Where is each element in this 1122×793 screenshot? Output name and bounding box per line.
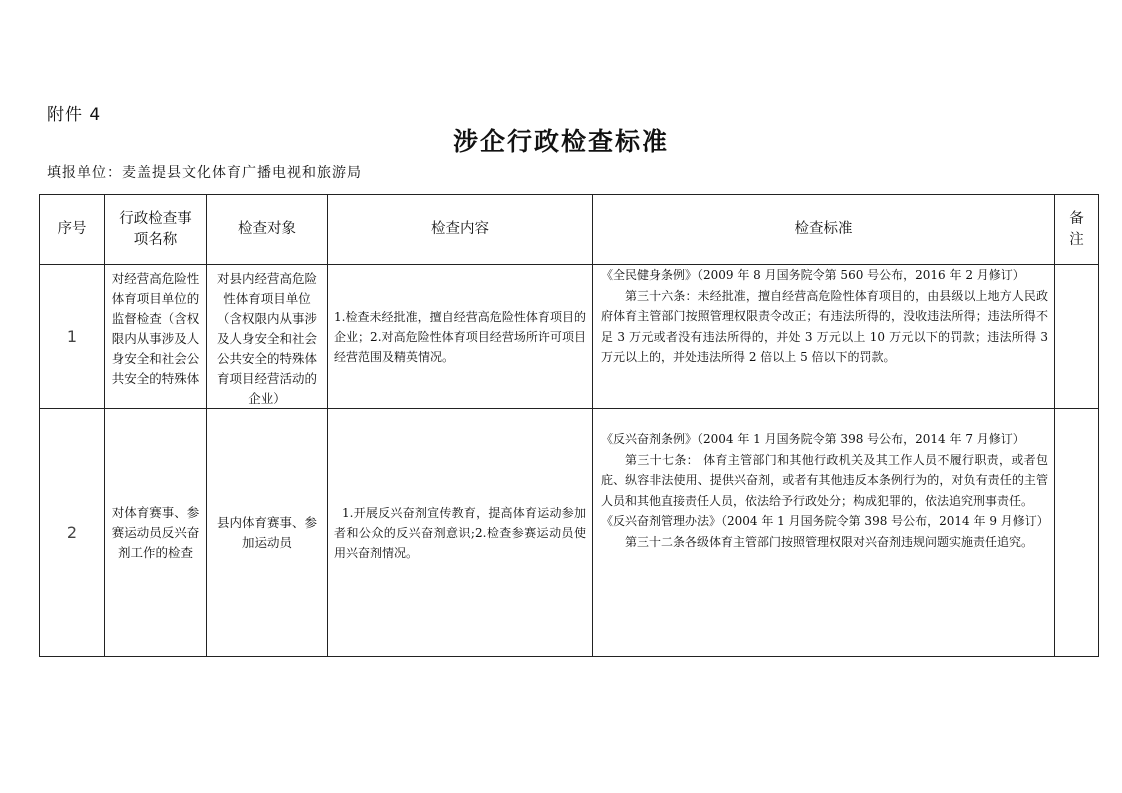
row-object: 县内体育赛事、参加运动员: [207, 409, 328, 657]
header-item-name-line2: 项名称: [133, 231, 178, 248]
header-note-line2: 注: [1069, 231, 1084, 248]
inspection-standards-table: [39, 194, 1099, 657]
header-note: [1055, 195, 1099, 265]
row-note: [1055, 409, 1099, 657]
row-standard: [593, 265, 1055, 409]
row-item-name-text: 对经营高危险性体育项目单位的监督检查（含权限内从事涉及人身安全和社会公共安全的特殊体: [111, 270, 200, 386]
standard-article: 第三十七条： 体育主管部门和其他行政机关及其工作人员不履行职责，或者包庇、纵容非法使用、提供兴奋剂，或者有其他违反本条例行为的，对负有责任的主管人员和其他直接责任人员，依法给予行政处分；构成犯罪的，依法追究刑事责任。: [601, 452, 1048, 508]
standard-regulation: 《反兴奋剂管理办法》（2004 年 1 月国务院令第 398 号公布，2014 年 9 月修订）: [601, 514, 1049, 528]
header-content: 检查内容: [328, 195, 593, 265]
standard-article: 第三十六条：未经批准，擅自经营高危险性体育项目的，由县级以上地方人民政府体育主管部门按照管理权限责令改正；有违法所得的，没收违法所得；违法所得不足 3 万元或者没有违法所得的，并处 3 万元以上 10 万元以下的罚款；违法所得 3 万元以上的，并处违法所得 2 倍以上 5 倍以下的罚款。: [601, 288, 1048, 364]
header-object: 检查对象: [207, 195, 328, 265]
page-title: 涉企行政检查标准: [452, 127, 669, 156]
row-content-text: 1.开展反兴奋剂宣传教育，提高体育运动参加者和公众的反兴奋剂意识;2.检查参赛运动员使用兴奋剂情况。: [334, 505, 586, 560]
table-row: [40, 409, 1099, 657]
header-seq: 序号: [40, 195, 105, 265]
row-standard: [593, 409, 1055, 657]
row-item-name: 对体育赛事、参赛运动员反兴奋剂工作的检查: [105, 409, 207, 657]
header-standard: 检查标准: [593, 195, 1055, 265]
header-note-line1: 备: [1069, 210, 1084, 227]
header-item-name: [105, 195, 207, 265]
reporting-unit-name: 麦盖提县文化体育广播电视和旅游局: [122, 165, 362, 181]
row-object-text: 对县内经营高危险性体育项目单位（含权限内从事涉及人身安全和社会公共安全的特殊体育项目经营活动的企业）: [216, 270, 317, 406]
row-item-name: [105, 265, 207, 409]
row-seq: 1: [40, 265, 105, 409]
row-content: 1.检查未经批准，擅自经营高危险性体育项目的企业；2.对高危险性体育项目经营场所许可项目经营范围及精英情况。: [328, 265, 593, 409]
standard-regulation: 《全民健身条例》（2009 年 8 月国务院令第 560 号公布，2016 年 2 月修订）: [601, 268, 1025, 282]
reporting-unit: [47, 162, 362, 182]
standard-regulation: 《反兴奋剂条例》（2004 年 1 月国务院令第 398 号公布，2014 年 7 月修订）: [601, 432, 1025, 446]
row-object: [207, 265, 328, 409]
standard-article: 第三十二条各级体育主管部门按照管理权限对兴奋剂违规问题实施责任追究。: [625, 534, 1034, 549]
attachment-label: 附件 4: [47, 105, 102, 125]
reporting-unit-label: 填报单位：: [47, 165, 122, 181]
table-row: [40, 265, 1099, 409]
table-header-row: [40, 195, 1099, 265]
row-note: [1055, 265, 1099, 409]
row-content: [328, 409, 593, 657]
row-seq: 2: [40, 409, 105, 657]
header-item-name-line1: 行政检查事: [119, 210, 192, 227]
